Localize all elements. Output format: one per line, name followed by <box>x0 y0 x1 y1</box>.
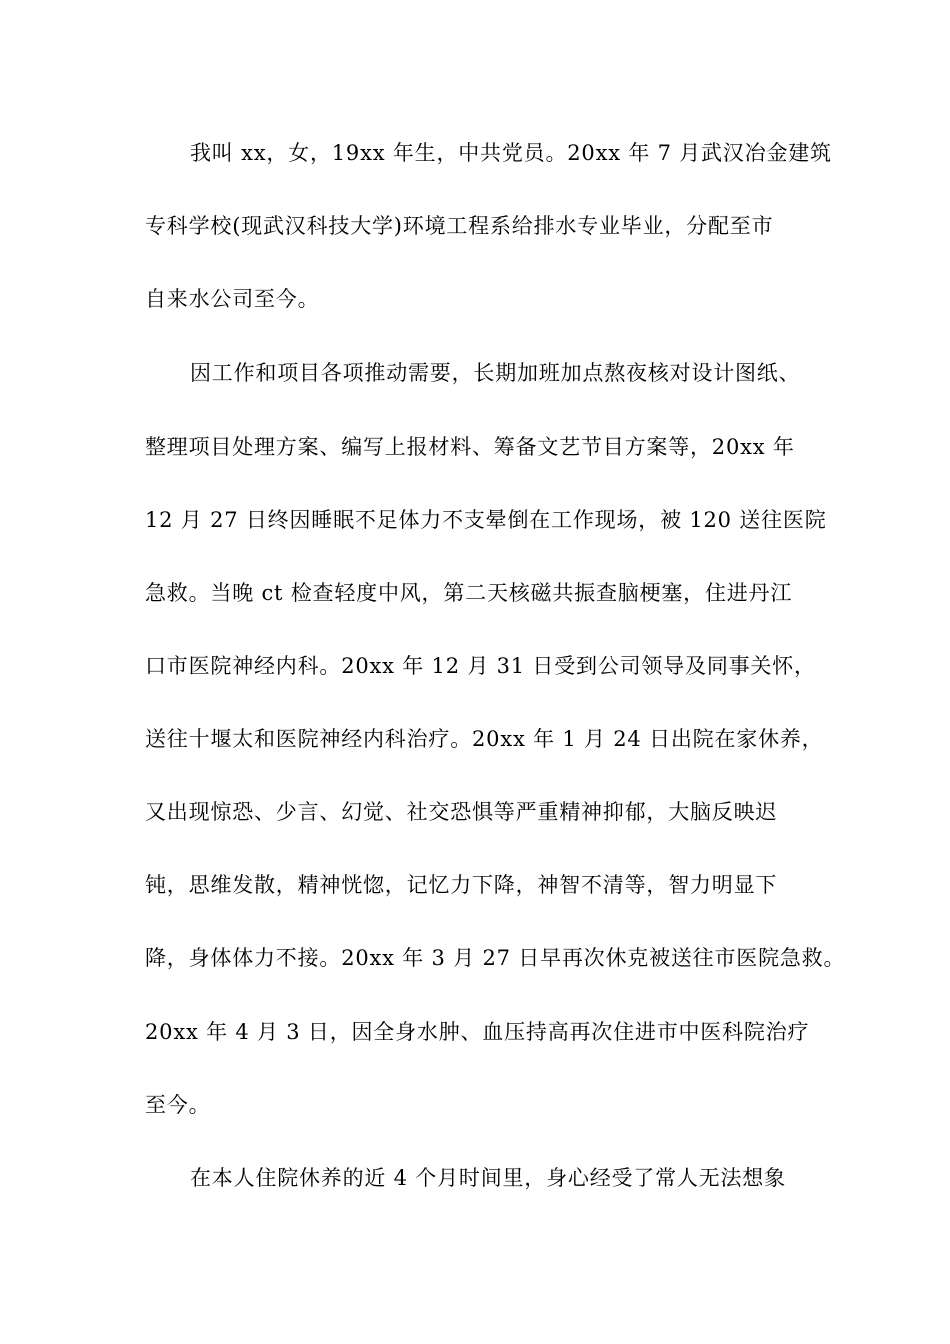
text-line: 口市医院神经内科。20xx 年 12 月 31 日受到公司领导及同事关怀， <box>145 654 816 678</box>
text-line: 钝，思维发散，精神恍惚，记忆力下降，神智不清等，智力明显下 <box>145 873 778 897</box>
text-line: 送往十堰太和医院神经内科治疗。20xx 年 1 月 24 日出院在家休养， <box>145 727 824 751</box>
text-line: 20xx 年 4 月 3 日，因全身水肿、血压持高再次住进市中医科院治疗 <box>145 1020 810 1044</box>
text-line: 急救。当晚 ct 检查轻度中风，第二天核磁共振查脑梗塞，住进丹江 <box>145 581 793 605</box>
text-line: 因工作和项目各项推动需要，长期加班加点熬夜核对设计图纸、 <box>190 361 801 385</box>
text-line: 至今。 <box>145 1093 211 1117</box>
text-line: 专科学校(现武汉科技大学)环境工程系给排水专业毕业，分配至市 <box>145 214 774 238</box>
text-line: 自来水公司至今。 <box>145 287 320 311</box>
text-line: 又出现惊恐、少言、幻觉、社交恐惧等严重精神抑郁，大脑反映迟 <box>145 800 778 824</box>
text-line: 12 月 27 日终因睡眠不足体力不支晕倒在工作现场，被 120 送往医院 <box>145 508 827 532</box>
text-line: 整理项目处理方案、编写上报材料、筹备文艺节目方案等，20xx 年 <box>145 435 795 459</box>
text-line: 我叫 xx，女，19xx 年生，中共党员。20xx 年 7 月武汉冶金建筑 <box>190 141 832 165</box>
text-line: 在本人住院休养的近 4 个月时间里，身心经受了常人无法想象 <box>190 1166 786 1190</box>
text-line: 降，身体体力不接。20xx 年 3 月 27 日早再次休克被送往市医院急救。 <box>145 946 846 970</box>
